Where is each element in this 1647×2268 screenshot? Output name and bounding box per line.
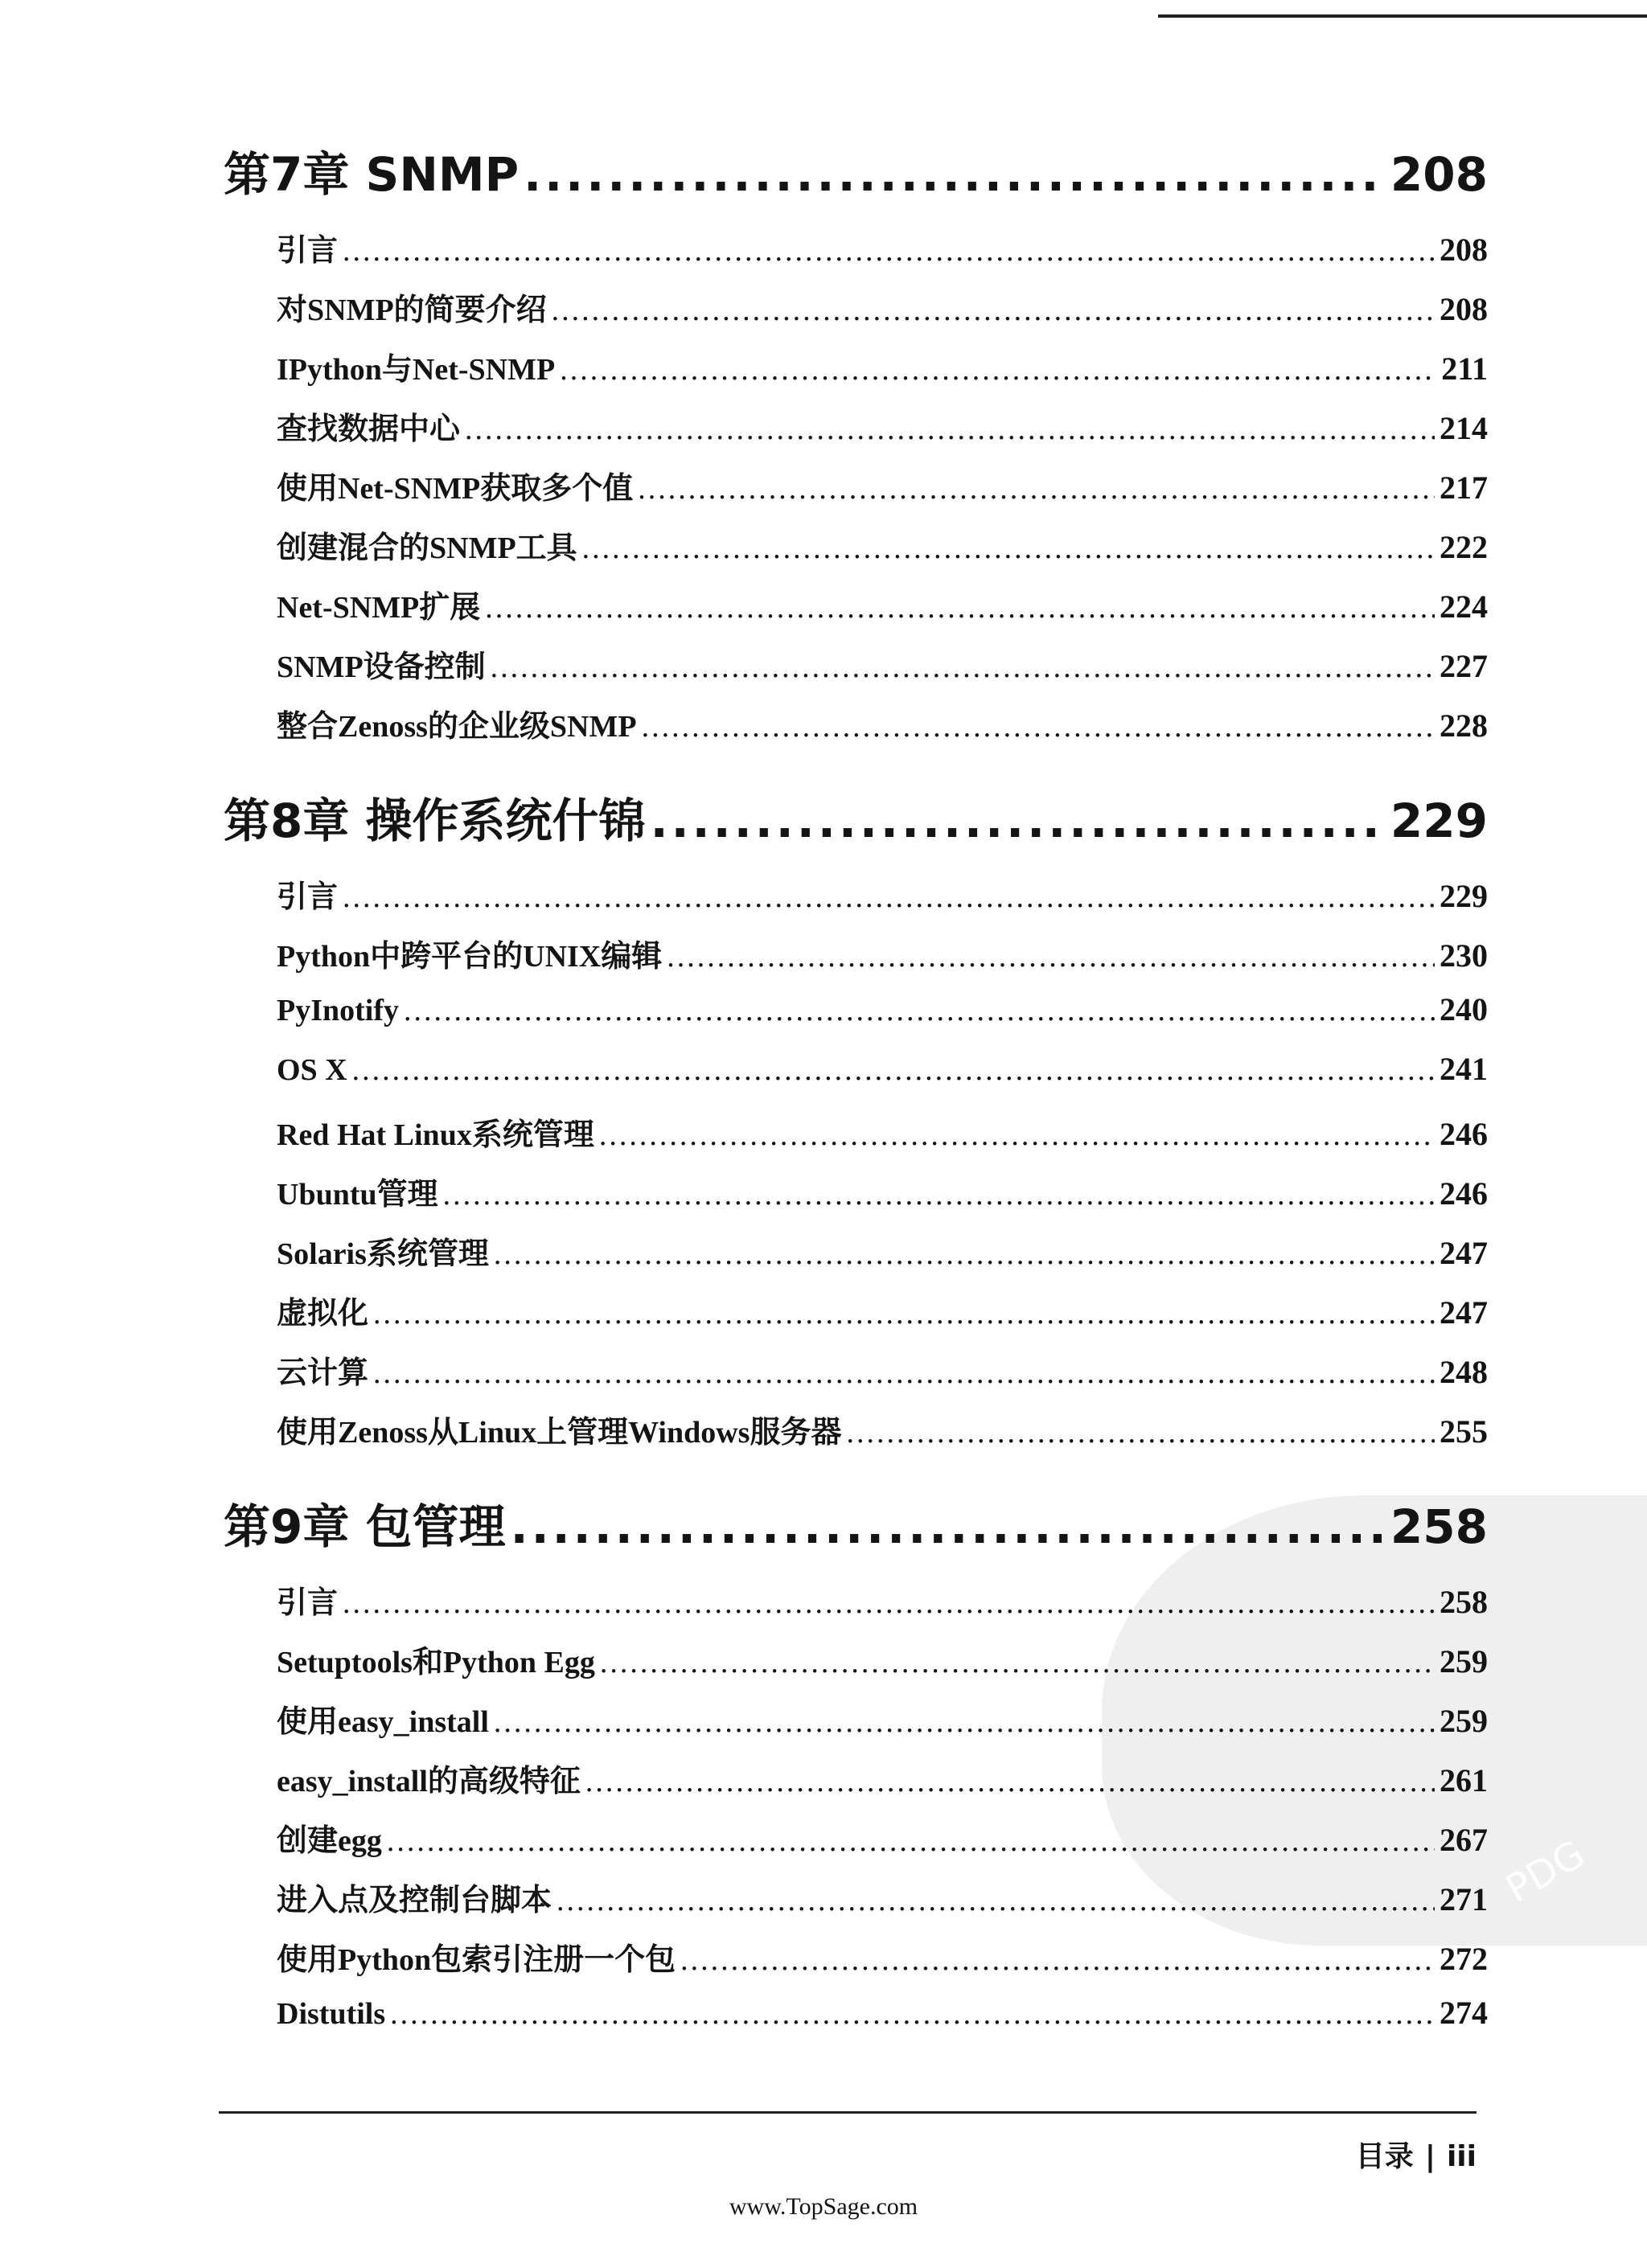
entry-page-number: 255 xyxy=(1440,1413,1488,1450)
entry-title: 整合Zenoss的企业级SNMP xyxy=(277,710,637,744)
entry-page-number: 248 xyxy=(1440,1354,1488,1390)
dot-leader xyxy=(465,412,1435,447)
dot-leader xyxy=(485,590,1435,625)
toc-entry[interactable] xyxy=(224,582,1488,642)
dot-leader xyxy=(404,993,1435,1028)
entry-page-number: 208 xyxy=(1440,291,1488,327)
dot-leader xyxy=(390,1996,1435,2032)
toc-entry[interactable] xyxy=(224,1994,1488,2053)
entry-page-number: 214 xyxy=(1440,410,1488,446)
toc-entry[interactable] xyxy=(224,642,1488,701)
chapter-page-number: 229 xyxy=(1390,794,1488,848)
entry-page-number: 241 xyxy=(1440,1051,1488,1087)
entry-page-number: 246 xyxy=(1440,1116,1488,1152)
dot-leader xyxy=(524,147,1386,202)
dot-leader xyxy=(373,1296,1435,1331)
toc-entry[interactable] xyxy=(224,463,1488,523)
entry-title: 引言 xyxy=(277,234,339,268)
entry-title: easy_install的高级特征 xyxy=(277,1765,581,1798)
top-rule xyxy=(1158,14,1647,18)
toc-entry[interactable] xyxy=(224,1875,1488,1934)
dot-leader xyxy=(638,471,1435,507)
toc-entry[interactable] xyxy=(224,931,1488,990)
chapter-heading[interactable] xyxy=(224,137,1488,225)
toc-entry[interactable] xyxy=(224,1228,1488,1288)
entry-title: 对SNMP的简要介绍 xyxy=(277,293,547,327)
entry-page-number: 224 xyxy=(1440,589,1488,625)
entry-title: SNMP设备控制 xyxy=(277,650,486,684)
toc-entry[interactable] xyxy=(224,1637,1488,1696)
entry-title: 使用Net-SNMP获取多个值 xyxy=(277,472,634,506)
dot-leader xyxy=(443,1177,1435,1212)
footer-rule xyxy=(219,2111,1477,2114)
toc-entry[interactable] xyxy=(224,344,1488,404)
entry-title: 创建egg xyxy=(277,1824,382,1858)
footer-page-number: iii xyxy=(1446,2140,1477,2173)
toc-entry[interactable] xyxy=(224,701,1488,761)
entry-title: Red Hat Linux系统管理 xyxy=(277,1118,594,1152)
footer-separator: | xyxy=(1424,2140,1435,2173)
entry-page-number: 240 xyxy=(1440,991,1488,1027)
toc-entry[interactable] xyxy=(224,872,1488,931)
entry-title: 使用Zenoss从Linux上管理Windows服务器 xyxy=(277,1416,842,1450)
entry-page-number: 267 xyxy=(1440,1822,1488,1858)
toc-entry[interactable] xyxy=(224,285,1488,344)
entry-page-number: 246 xyxy=(1440,1175,1488,1212)
entry-page-number: 274 xyxy=(1440,1995,1488,2031)
table-of-contents xyxy=(224,137,1488,2076)
entry-title: OS X xyxy=(277,1053,347,1087)
entry-title: 进入点及控制台脚本 xyxy=(277,1884,552,1917)
dot-leader xyxy=(491,650,1435,685)
dot-leader xyxy=(557,1883,1435,1918)
entry-title: 虚拟化 xyxy=(277,1297,369,1331)
chapter-page-number: 208 xyxy=(1390,147,1488,202)
entry-title: 引言 xyxy=(277,1586,339,1620)
toc-entry[interactable] xyxy=(224,990,1488,1050)
entry-title: Solaris系统管理 xyxy=(277,1237,489,1271)
entry-page-number: 229 xyxy=(1440,878,1488,914)
entry-page-number: 228 xyxy=(1440,707,1488,744)
footer-section-label: 目录 xyxy=(1355,2140,1414,2173)
dot-leader xyxy=(494,1237,1435,1272)
dot-leader xyxy=(511,1499,1386,1554)
dot-leader xyxy=(494,1704,1435,1740)
entry-page-number: 217 xyxy=(1440,470,1488,506)
chapter-page-number: 258 xyxy=(1390,1499,1488,1554)
dot-leader xyxy=(846,1415,1435,1450)
entry-page-number: 247 xyxy=(1440,1294,1488,1331)
dot-leader xyxy=(651,794,1386,848)
chapter-8 xyxy=(224,783,1488,1466)
chapter-title: 第9章 包管理 xyxy=(224,1499,506,1554)
entry-title: Setuptools和Python Egg xyxy=(277,1646,595,1679)
entry-page-number: 259 xyxy=(1440,1703,1488,1739)
toc-entry[interactable] xyxy=(224,404,1488,463)
dot-leader xyxy=(560,352,1436,388)
entry-title: Python中跨平台的UNIX编辑 xyxy=(277,940,663,974)
entry-title: 查找数据中心 xyxy=(277,412,461,446)
entry-page-number: 258 xyxy=(1440,1584,1488,1620)
watermark-text: PDG xyxy=(1497,1831,1593,1913)
entry-page-number: 211 xyxy=(1441,351,1488,387)
dot-leader xyxy=(642,709,1435,744)
entry-title: Net-SNMP扩展 xyxy=(277,591,481,625)
entry-page-number: 230 xyxy=(1440,937,1488,974)
dot-leader xyxy=(387,1823,1435,1859)
chapter-title: 第7章 SNMP xyxy=(224,147,520,202)
toc-entry[interactable] xyxy=(224,523,1488,582)
entry-page-number: 227 xyxy=(1440,648,1488,684)
dot-leader xyxy=(585,1764,1435,1799)
dot-leader xyxy=(600,1645,1435,1680)
toc-entry[interactable] xyxy=(224,1109,1488,1169)
entry-page-number: 272 xyxy=(1440,1941,1488,1977)
entry-title: IPython与Net-SNMP xyxy=(277,353,556,387)
dot-leader xyxy=(667,939,1435,974)
toc-entry[interactable] xyxy=(224,1347,1488,1407)
dot-leader xyxy=(599,1118,1435,1153)
dot-leader xyxy=(352,1052,1435,1088)
entry-title: 引言 xyxy=(277,880,339,914)
entry-title: PyInotify xyxy=(277,994,399,1027)
entry-title: 使用easy_install xyxy=(277,1705,489,1739)
toc-entry[interactable] xyxy=(224,1756,1488,1815)
entry-title: Distutils xyxy=(277,1997,386,2031)
toc-entry[interactable] xyxy=(224,1696,1488,1756)
entry-title: Ubuntu管理 xyxy=(277,1178,438,1212)
website-url[interactable]: www.TopSage.com xyxy=(729,2193,918,2220)
dot-leader xyxy=(680,1942,1435,1978)
entry-page-number: 208 xyxy=(1440,232,1488,268)
chapter-title: 第8章 操作系统什锦 xyxy=(224,794,646,848)
entry-page-number: 271 xyxy=(1440,1881,1488,1917)
dot-leader xyxy=(373,1355,1435,1391)
toc-entry[interactable] xyxy=(224,1815,1488,1875)
chapter-heading[interactable] xyxy=(224,783,1488,872)
running-footer xyxy=(1356,2134,1477,2175)
dot-leader xyxy=(343,880,1435,915)
toc-entry[interactable] xyxy=(224,1288,1488,1347)
dot-leader xyxy=(343,1585,1435,1621)
entry-page-number: 247 xyxy=(1440,1235,1488,1271)
chapter-7 xyxy=(224,137,1488,761)
entry-page-number: 222 xyxy=(1440,529,1488,565)
toc-entry[interactable] xyxy=(224,1169,1488,1228)
entry-page-number: 259 xyxy=(1440,1643,1488,1679)
toc-entry[interactable] xyxy=(224,1050,1488,1109)
entry-page-number: 261 xyxy=(1440,1762,1488,1798)
dot-leader xyxy=(552,293,1435,328)
toc-entry[interactable] xyxy=(224,1577,1488,1637)
toc-entry[interactable] xyxy=(224,1934,1488,1994)
toc-entry[interactable] xyxy=(224,1407,1488,1466)
chapter-9 xyxy=(224,1489,1488,2053)
toc-entry[interactable] xyxy=(224,225,1488,285)
entry-title: 使用Python包索引注册一个包 xyxy=(277,1943,676,1977)
chapter-heading[interactable] xyxy=(224,1489,1488,1577)
entry-title: 创建混合的SNMP工具 xyxy=(277,531,577,565)
entry-title: 云计算 xyxy=(277,1356,369,1390)
dot-leader xyxy=(343,233,1435,269)
dot-leader xyxy=(582,531,1435,566)
